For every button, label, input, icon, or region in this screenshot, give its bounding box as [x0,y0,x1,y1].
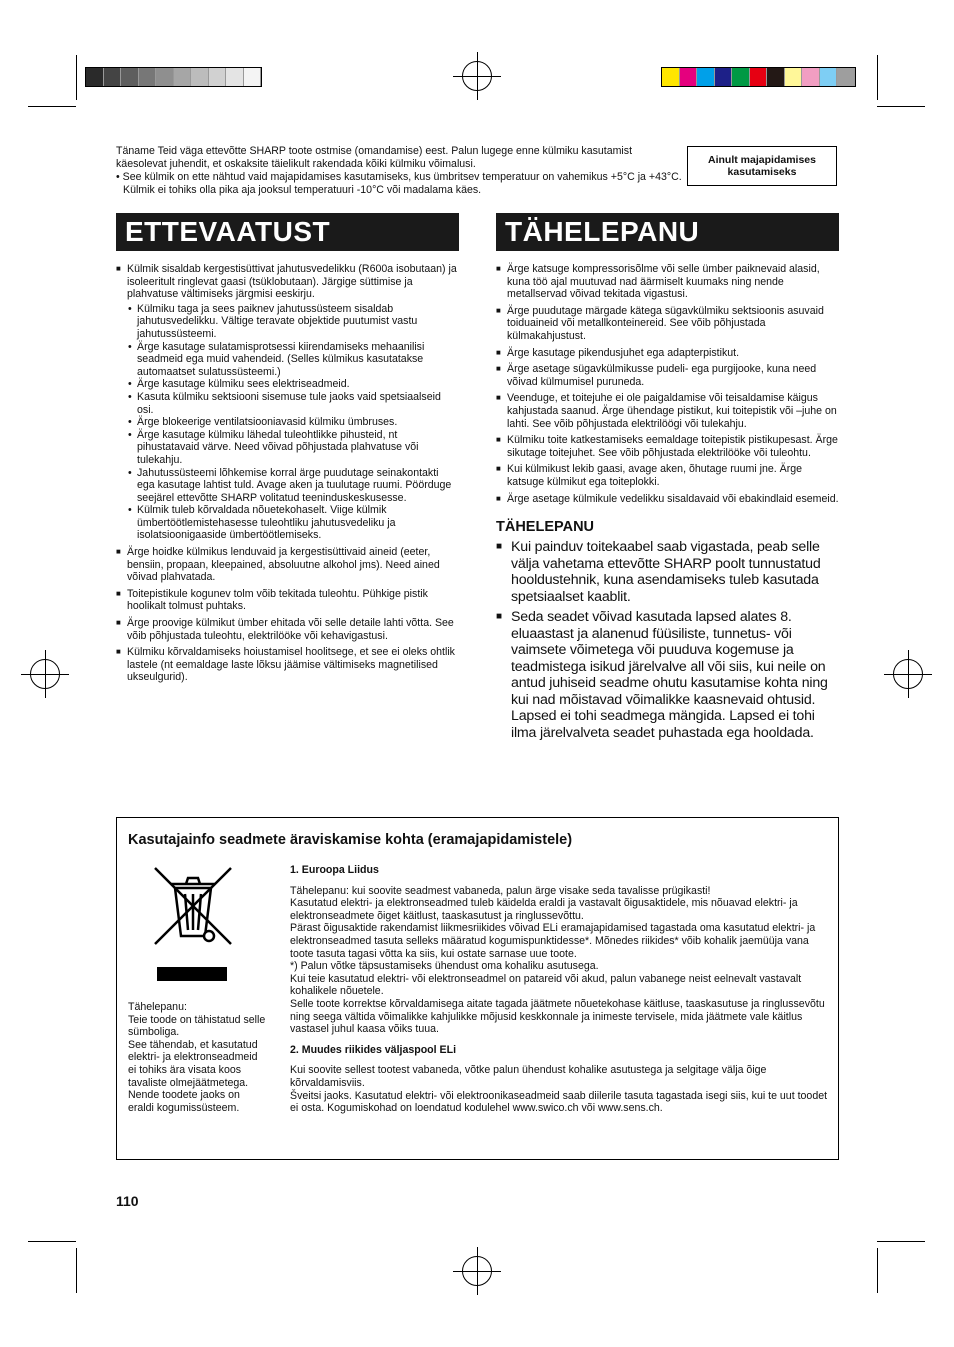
sub-item: • Ärge kasutage külmiku sees elektriseadmeid. [127,378,459,391]
list-item: ■ Külmiku kõrvaldamiseks hoiustamisel hoolitsege, et see ei oleks ohtlik lastele (nt eemaldage laste lõksu jäämise vältimiseks magnetilised ukseulgurid). [116,646,459,684]
color-swatch [191,68,209,86]
sub-item: • Külmik tuleb kõrvaldada nõuetekohaselt. Viige külmik ümbertöötlemistehasesse tuleohtliku jahutusvedeliku ja isolatsioonigaaside ümbertöötlemiseks. [127,504,459,542]
caution-list [116,263,459,684]
list-item: ■ Külmiku toite katkestamiseks eemaldage toitepistik pistikupesast. Ärge sikutage toitejuhet. See võib põhjustada elektrilööke või tuleohtu. [496,434,839,459]
color-swatch [662,68,680,86]
list-item: ■ Ärge puudutage märgade kätega sügavkülmiku sektsioonis asuvaid toiduaineid või metallkonteinereid. See võib põhjustada külmakahjustust. [496,305,839,343]
color-swatch [104,68,122,86]
symbol-note: Tähelepanu: Teie toode on tähistatud selle sümboliga. See tähendab, et kasutatud elektri- ja elektronseadmeid ei tohiks ära visata koos tavaliste olmejäätmetega. Nende toodete jaoks on eraldi kogumissüsteem. [128,1001,266,1114]
color-swatch [750,68,768,86]
caution-banner: ETTEVAATUST [116,213,459,251]
eu-text: Tähelepanu: kui soovite seadmest vabaneda, palun ärge visake seda tavalisse prügikasti! Kasutatud elektri- ja elektronseadmed tuleb käidelda eraldi ja vastavalt õigusaktidele, mis nõuavad elektri- ja elektronseadmete õiget käitlust, taaskasutust ja ringlussevõttu. Pärast õigusaktide rakendamist liikmesriikides võivad ELi eramajapidamised tagastada oma kasutatud elektri- ja elektronseadmed tasuta selleks määratud kogumispunktidesse*. Mõnedes riikides* võib kohalik jaemüüja vana toote tasuta tagasi võtta ka siis, kui ostate sarnase uue toote. *) Palun võtke täpsustamiseks ühendust oma kohaliku asutusega. Kui teie kasutatud elektri- või elektronseadmel on patareid või akud, palun vabanege neist eelnevalt vastavalt kohalikele nõuetele. Selle toote korrektse kõrvaldamisega aitate tagada jäätmete nõuetekohase käitluse, taaskasutuse ja ringlussevõtu ning seega vältida võimalikke kahjulikke mõjusid keskkonnale ja inimeste tervisele, mida jäätmete vale käitlus vastasel juhul kaasa võiks tuua. [290,884,825,1036]
registration-mark-left [30,659,60,689]
intro-bullet: • See külmik on ette nähtud vaid majapidamises kasutamiseks, kus ümbritsev temperatuur on vahemikus +5°C ja +43°C. Külmik ei tohiks olla pika aja jooksul temperatuuri -10°C või madalama käes. [116,171,682,196]
attention-large-list [496,539,839,741]
color-swatch [715,68,733,86]
color-swatch [802,68,820,86]
color-swatch [820,68,838,86]
other-text: Kui soovite sellest tootest vabaneda, võtke palun ühendust kohalike asutustega ja selgitage välja õige kõrvaldamisviis. Šveitsi jaoks. Kasutatud elektri- või elektroonikaseadmeid saab diilerile tasuta tagastada isegi siis, kui te uut toodet ei osta. Kogumiskohad on loendatud kodulehel www.swico.ch või www.sens.ch. [290,1064,828,1115]
color-swatch [244,68,262,86]
eu-heading: 1. Euroopa Liidus [290,864,379,876]
color-swatch [174,68,192,86]
sub-item: • Ärge kasutage sulatamisprotsessi kiirendamiseks mehaanilisi seadmeid ega muid vahendeid. (Selles külmikus kasutatakse automaatset sulatussüsteemi.) [127,341,459,379]
color-swatch [86,68,104,86]
list-item: ■ Seda seadet võivad kasutada lapsed alates 8. eluaastast ja alanenud füüsiliste, tunnetus- või vaimsete võimetega või puuduva kogemuse ja teadmistega isikud järelvalve all või siis, kui neile on antud juhiseid seadme ohutu kasutamise kohta ning kui nad mõistavad võimalikke kaasnevaid ohtusid. Lapsed ei tohi seadmega mängida. Lapsed ei tohi ilma järelvalveta seadet puhastada ega hooldada. [496,609,839,741]
list-item: ■ Ärge kasutage pikendusjuhet ega adapterpistikut. [496,347,839,360]
list-item: ■ Ärge asetage sügavkülmikusse pudeli- ega purgijooke, kuna need võivad külmumisel puruneda. [496,363,839,388]
attention-section [496,213,839,745]
intro-text [116,145,682,197]
color-swatch [680,68,698,86]
registration-mark-bottom [462,1256,492,1286]
other-heading: 2. Muudes riikides väljaspool ELi [290,1043,457,1056]
color-swatch [785,68,803,86]
intro-paragraph: Täname Teid väga ettevõtte SHARP toote ostmise (omandamise) eest. Palun lugege enne külmiku kasutamist käesolevat juhendit, et oskaksite täielikult rakendada kõiki külmiku võimalusi. [116,145,633,170]
color-swatch [139,68,157,86]
color-swatch [837,68,855,86]
sub-item: • Ärge kasutage külmiku lähedal tuleohtlikke pihusteid, nt pihustatavaid värve. Need võivad põhjustada plahvatuse või tulekahju. [127,429,459,467]
list-item: ■ Ärge proovige külmikut ümber ehitada või selle detaile lahti võtta. See võib põhjustada tuleohtu, elektrilööke või kehavigastusi. [116,617,459,642]
sub-item: • Kasuta külmiku sektsiooni sisemuse tule jaoks vaid spetsiaalseid osi. [127,391,459,416]
registration-mark-top [462,61,492,91]
list-item: ■ Ärge asetage külmikule vedelikku sisaldavaid või ebakindlaid esemeid. [496,493,839,506]
sub-item: • Jahutussüsteemi lõhkemise korral ärge puudutage seinakontakti ega kasutage lahtist tuld. Avage aken ja tuulutage ruumi. Pöörduge seejärel ettevõtte SHARP volitatud teeninduskeskusesse. [127,467,459,505]
list-item: ■ Toitepistikule kogunev tolm võib tekitada tuleohtu. Pühkige pistik hoolikalt tolmust puhtaks. [116,588,459,613]
list-item: ■ Ärge katsuge kompressorisõlme või selle ümber paiknevaid alasid, kuna töö ajal muutuvad nad äärmiselt kuumaks ning nende metallservad võivad tekitada vigastusi. [496,263,839,301]
registration-mark-right [893,659,923,689]
grayscale-calibration-bar [85,67,262,87]
color-swatch [121,68,139,86]
household-use-badge: Ainult majapidamises kasutamiseks [687,146,837,186]
attention-list [496,263,839,505]
sub-item: • Ärge blokeerige ventilatsiooniavasid külmiku ümbruses. [127,416,459,429]
disposal-text [290,864,830,1115]
color-swatch [697,68,715,86]
list-item: ■ Veenduge, et toitejuhe ei ole paigaldamise või teisaldamise käigus kahjustada saanud. Ärge ühendage pistikut, kui toitepistik või –juhe on lahti. See võib põhjustada elektrilöögi või tulekahju. [496,392,839,430]
list-item: ■ Kui külmikust lekib gaasi, avage aken, õhutage ruumi jne. Ärge katsuge külmikut ega toiteplokki. [496,463,839,488]
caution-sublist [127,303,459,542]
list-item: ■ Ärge hoidke külmikus lenduvaid ja kergestisüttivaid aineid (eeter, bensiin, propaan, kleepained, absoluutne alkohol jms). Need ained võivad plahvatada. [116,546,459,584]
list-item [116,263,459,542]
color-swatch [156,68,174,86]
page-number: 110 [116,1193,139,1209]
color-swatch [209,68,227,86]
disposal-title: Kasutajainfo seadmete äraviskamise kohta (eramajapidamistele) [128,832,573,848]
caution-item-text: Külmik sisaldab kergestisüttivat jahutusvedelikku (R600a isobutaan) ja isoleeritult ringlevat gaasi (tsüklobutaan). Järgige süttimise ja plahvatuse vältimiseks järgmisi eeskirju. [127,263,457,301]
attention-subheading: TÄHELEPANU [496,519,595,536]
color-swatch [732,68,750,86]
list-item: ■ Kui painduv toitekaabel saab vigastada, peab selle välja vahetama ettevõtte SHARP poolt tunnustatud hooldustehnik, kuna asendamiseks tuleb kasutada spetsiaalset kaablit. [496,539,839,605]
color-calibration-bar [661,67,856,87]
crossed-out-bin-icon [153,866,233,946]
color-swatch [767,68,785,86]
symbol-underline-bar [157,967,227,981]
sub-item: • Külmiku taga ja sees paiknev jahutussüsteem sisaldab jahutusvedelikku. Vältige teravate objektide puutumist vastu jahutussüsteemi. [127,303,459,341]
attention-banner: TÄHELEPANU [496,213,839,251]
caution-section [116,213,459,688]
color-swatch [226,68,244,86]
disposal-info-box [116,817,839,1160]
